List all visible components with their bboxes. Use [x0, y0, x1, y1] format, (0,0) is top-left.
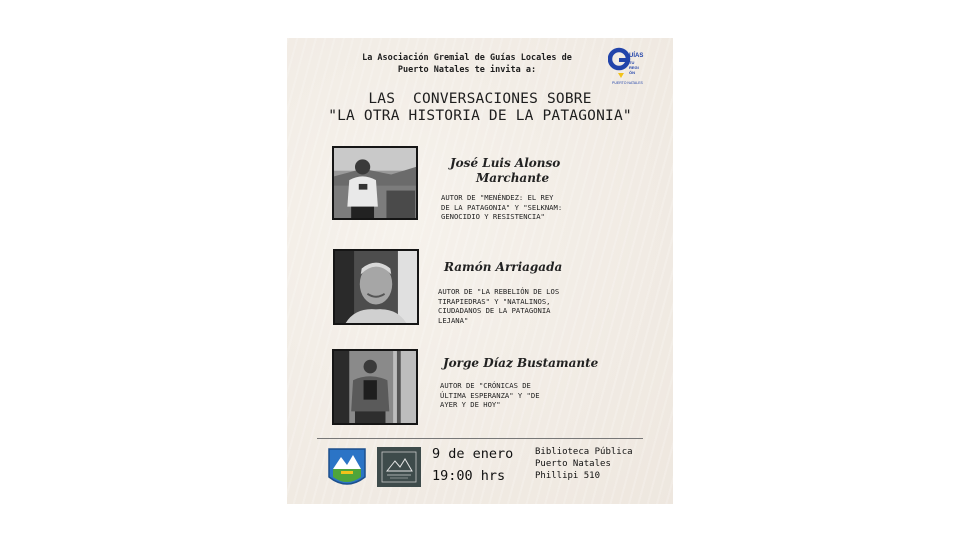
speaker-card [287, 349, 673, 429]
guias-logo-icon [608, 47, 648, 87]
svg-text:ÓN: ÓN [629, 70, 635, 75]
speaker-name: Jorge Díaz Bustamante [443, 356, 599, 370]
divider [317, 438, 643, 439]
svg-text:TU: TU [629, 60, 635, 65]
event-time: 19:00 hrs [432, 468, 506, 484]
title-line-2: "LA OTRA HISTORIA DE LA PATAGONIA" [328, 108, 632, 124]
speaker-card [287, 146, 673, 226]
event-date: 9 de enero [432, 446, 514, 462]
event-title [287, 91, 673, 125]
speaker-photo [332, 146, 418, 220]
svg-text:UÍAS: UÍAS [629, 53, 644, 59]
svg-text:PUERTO NATALES: PUERTO NATALES [612, 81, 643, 85]
event-poster [287, 38, 673, 504]
speaker-photo [332, 349, 418, 425]
invitation-line-1: La Asociación Gremial de Guías Locales de [362, 53, 572, 63]
svg-text:REGI: REGI [629, 65, 639, 70]
invitation-line-2: Puerto Natales te invita a: [397, 65, 537, 75]
speaker-description: AUTOR DE "LA REBELIÓN DE LOS TIRAPIEDRAS" Y "NATALINOS, CIUDADANOS DE LA PATAGONIA LEJANA" [438, 287, 560, 325]
event-venue: Biblioteca Pública Puerto Natales Phillipi 510 [535, 447, 633, 481]
association-logo-icon [377, 447, 421, 487]
speaker-photo [333, 249, 419, 325]
speaker-description: AUTOR DE "CRÓNICAS DE ÚLTIMA ESPERANZA" Y "DE AYER Y DE HOY" [440, 381, 540, 410]
speaker-description: AUTOR DE "MENÉNDEZ: EL REY DE LA PATAGONIA" Y "SELKNAM: GENOCIDIO Y RESISTENCIA" [441, 193, 563, 222]
coat-of-arms-icon [327, 447, 367, 491]
speaker-name: Ramón Arriagada [444, 260, 563, 274]
speaker-card [287, 249, 673, 329]
event-date-time [432, 444, 513, 486]
speaker-name: José Luis Alonso Marchante [450, 156, 561, 185]
invitation-text [317, 52, 617, 76]
title-line-1: LAS CONVERSACIONES SOBRE [368, 91, 592, 107]
